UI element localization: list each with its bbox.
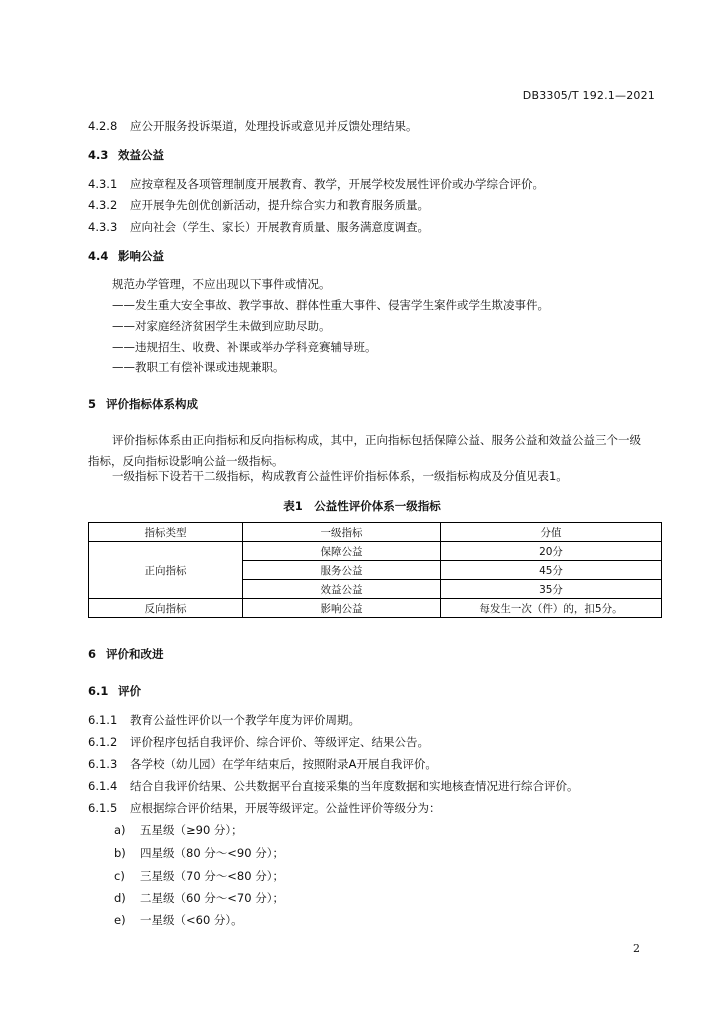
clause-number: 4.3.2 (88, 198, 118, 212)
paragraph-5-1: 评价指标体系由正向指标和反向指标构成，其中，正向指标包括保障公益、服务公益和效益公益三个一级指标，反向指标设影响公益一级指标。 (88, 433, 641, 468)
clause-4-3-3 (88, 219, 429, 235)
clause-number: 6.1.5 (88, 801, 118, 815)
clause-number: 6.1.1 (88, 713, 118, 727)
level-item (114, 890, 284, 906)
indicator-cell: 服务公益 (243, 561, 441, 580)
indicator-table (88, 522, 662, 618)
table-row (89, 542, 662, 561)
clause-number: 4.2.8 (88, 119, 118, 133)
table-row (89, 599, 662, 618)
level-label: e) (114, 913, 126, 927)
heading-number: 6.1 (88, 684, 109, 698)
score-cell: 20分 (441, 542, 662, 561)
heading-number: 6 (88, 647, 97, 661)
paragraph-5-2: 一级指标下设若干二级指标，构成教育公益性评价指标体系，一级指标构成及分值见表1。 (112, 469, 568, 483)
header-cell: 一级指标 (243, 523, 441, 542)
level-label: d) (114, 891, 126, 905)
score-cell: 35分 (441, 580, 662, 599)
clause-number: 6.1.4 (88, 779, 118, 793)
heading-5 (88, 396, 198, 412)
clause-text: 结合自我评价结果、公共数据平台直接采集的当年度数据和实地核查情况进行综合评价。 (130, 779, 579, 793)
table-caption: 表1 公益性评价体系一级指标 (283, 499, 441, 513)
list-item: ——教职工有偿补课或违规兼职。 (112, 360, 285, 374)
clause-6-1-5 (88, 800, 441, 816)
clause-number: 4.3.1 (88, 177, 118, 191)
heading-6 (88, 646, 164, 662)
level-text: 四星级（80 分～<90 分）； (140, 846, 284, 860)
clause-4-3-1 (88, 176, 544, 192)
list-item: ——违规招生、收费、补课或举办学科竞赛辅导班。 (112, 340, 377, 354)
level-item (114, 845, 284, 861)
table-header-row (89, 523, 662, 542)
page-number: 2 (633, 942, 640, 955)
level-text: 三星级（70 分～<80 分）； (140, 869, 284, 883)
heading-number: 4.3 (88, 148, 109, 162)
heading-4-4 (88, 248, 164, 264)
clause-6-1-2 (88, 734, 429, 750)
list-item: ——对家庭经济贫困学生未做到应助尽助。 (112, 319, 331, 333)
level-item (114, 868, 284, 884)
heading-title: 评价和改进 (106, 647, 164, 661)
heading-number: 4.4 (88, 249, 109, 263)
clause-text: 应根据综合评价结果，开展等级评定。公益性评价等级分为： (130, 801, 441, 815)
document-code: DB3305/T 192.1—2021 (522, 89, 655, 102)
clause-number: 4.3.3 (88, 220, 118, 234)
clause-6-1-3 (88, 756, 437, 772)
heading-6-1 (88, 683, 141, 699)
clause-text: 评价程序包括自我评价、综合评价、等级评定、结果公告。 (130, 735, 429, 749)
clause-text: 教育公益性评价以一个教学年度为评价周期。 (130, 713, 360, 727)
header-cell: 分值 (441, 523, 662, 542)
clause-text: 应公开服务投诉渠道，处理投诉或意见并反馈处理结果。 (130, 119, 418, 133)
score-cell: 45分 (441, 561, 662, 580)
clause-4-3-2 (88, 197, 429, 213)
heading-title: 评价 (118, 684, 141, 698)
heading-title: 效益公益 (118, 148, 164, 162)
clause-text: 应按章程及各项管理制度开展教育、教学，开展学校发展性评价或办学综合评价。 (130, 177, 544, 191)
indicator-cell: 保障公益 (243, 542, 441, 561)
level-text: 二星级（60 分～<70 分）； (140, 891, 284, 905)
heading-number: 5 (88, 397, 97, 411)
clause-text: 应向社会（学生、家长）开展教育质量、服务满意度调查。 (130, 220, 429, 234)
score-cell: 每发生一次（件）的，扣5分。 (441, 599, 662, 618)
clause-text: 各学校（幼儿园）在学年结束后，按照附录A开展自我评价。 (130, 757, 437, 771)
list-item: ——发生重大安全事故、教学事故、群体性重大事件、侵害学生案件或学生欺凌事件。 (112, 298, 549, 312)
level-text: 五星级（≥90 分）； (140, 823, 243, 837)
clause-4-2-8 (88, 118, 418, 134)
type-cell: 正向指标 (89, 542, 243, 599)
level-label: b) (114, 846, 126, 860)
clause-6-1-1 (88, 712, 360, 728)
level-item (114, 912, 243, 928)
type-cell: 反向指标 (89, 599, 243, 618)
clause-4-4-intro: 规范办学管理，不应出现以下事件或情况。 (112, 277, 331, 291)
level-item (114, 822, 243, 838)
heading-4-3 (88, 147, 164, 163)
heading-title: 评价指标体系构成 (106, 397, 198, 411)
clause-6-1-4 (88, 778, 579, 794)
level-label: a) (114, 823, 126, 837)
indicator-cell: 影响公益 (243, 599, 441, 618)
level-label: c) (114, 869, 125, 883)
level-text: 一星级（<60 分）。 (140, 913, 243, 927)
header-cell: 指标类型 (89, 523, 243, 542)
clause-number: 6.1.2 (88, 735, 118, 749)
heading-title: 影响公益 (118, 249, 164, 263)
clause-number: 6.1.3 (88, 757, 118, 771)
indicator-cell: 效益公益 (243, 580, 441, 599)
clause-text: 应开展争先创优创新活动，提升综合实力和教育服务质量。 (130, 198, 429, 212)
